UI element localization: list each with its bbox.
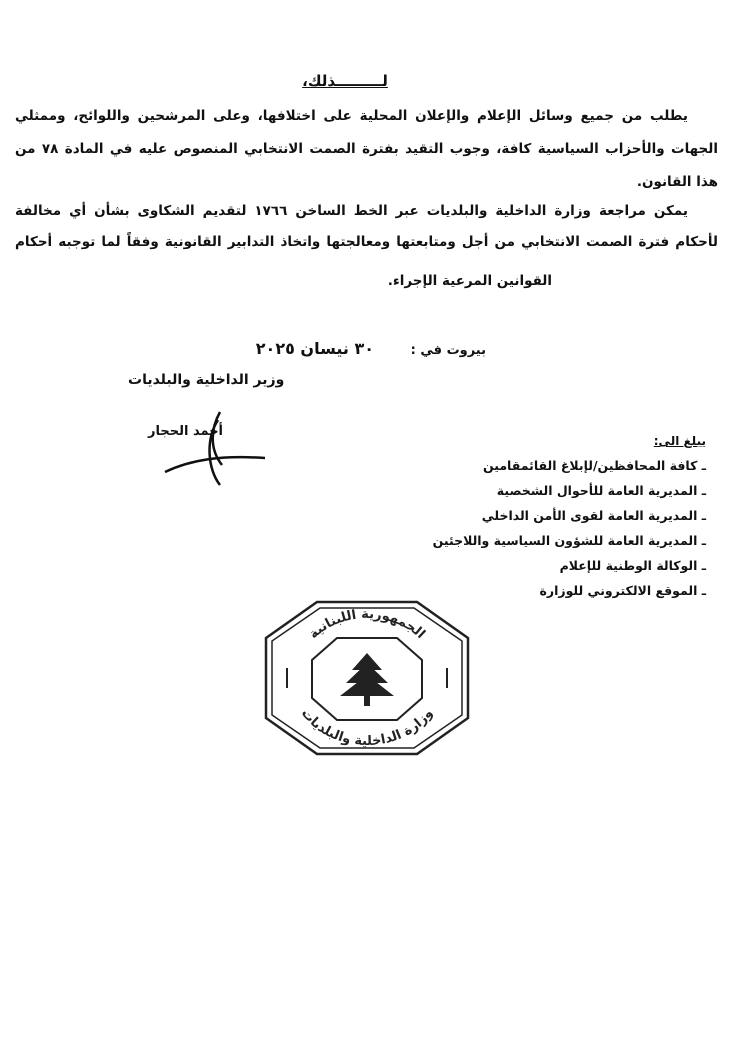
cedar-icon xyxy=(340,653,394,706)
signatory-title: وزير الداخلية والبلديات xyxy=(128,372,285,388)
seal-top-text: الجمهورية اللبنانية xyxy=(306,606,428,642)
distribution-item: ـ المديرية العامة للشؤون السياسية واللاجئين xyxy=(432,533,706,548)
signature xyxy=(160,410,270,490)
heading xyxy=(0,72,690,92)
distribution-item: ـ المديرية العامة لقوى الأمن الداخلي xyxy=(481,508,706,523)
seal-bottom-text: وزارة الداخلية والبلديات xyxy=(297,706,437,750)
distribution-item: ـ الوكالة الوطنية للإعلام xyxy=(559,558,706,573)
date-label: بيروت في : xyxy=(410,343,486,358)
distribution-item: ـ المديرية العامة للأحوال الشخصية xyxy=(496,483,706,498)
paragraph1-line3: هذا القانون. xyxy=(636,174,718,190)
paragraph2-line3: القوانين المرعية الإجراء. xyxy=(387,273,552,289)
distribution-item: ـ كافة المحافظين/لإبلاغ القائمقامين xyxy=(482,458,706,473)
signatory-name: أحمد الحجار xyxy=(148,424,224,439)
paragraph2-line2: لأحكام فترة الصمت الانتخابي من أجل ومتابعتها ومعالجتها واتخاذ التدابير القانونية وفقاً لما توجبه أحكام xyxy=(15,234,718,250)
distribution-item: ـ الموقع الالكتروني للوزارة xyxy=(539,583,706,598)
ministry-seal xyxy=(262,598,472,758)
date-value: ٣٠ نيسان ٢٠٢٥ xyxy=(255,339,374,358)
heading-text: لـــــــــذلك، xyxy=(302,72,388,90)
distribution-label: يبلغ الى: xyxy=(653,434,706,448)
paragraph2-line1: يمكن مراجعة وزارة الداخلية والبلديات عبر الخط الساخن ١٧٦٦ لتقديم الشكاوى بشأن أي مخالفة xyxy=(15,203,688,219)
paragraph1-line1: يطلب من جميع وسائل الإعلام والإعلان المحلية على اختلافها، وعلى المرشحين واللوائح، وممثلي xyxy=(15,108,688,124)
paragraph1-line2: الجهات والأحزاب السياسية كافة، وجوب التقيد بفترة الصمت الانتخابي المنصوص عليه في المادة ٧٨ من xyxy=(15,141,718,157)
